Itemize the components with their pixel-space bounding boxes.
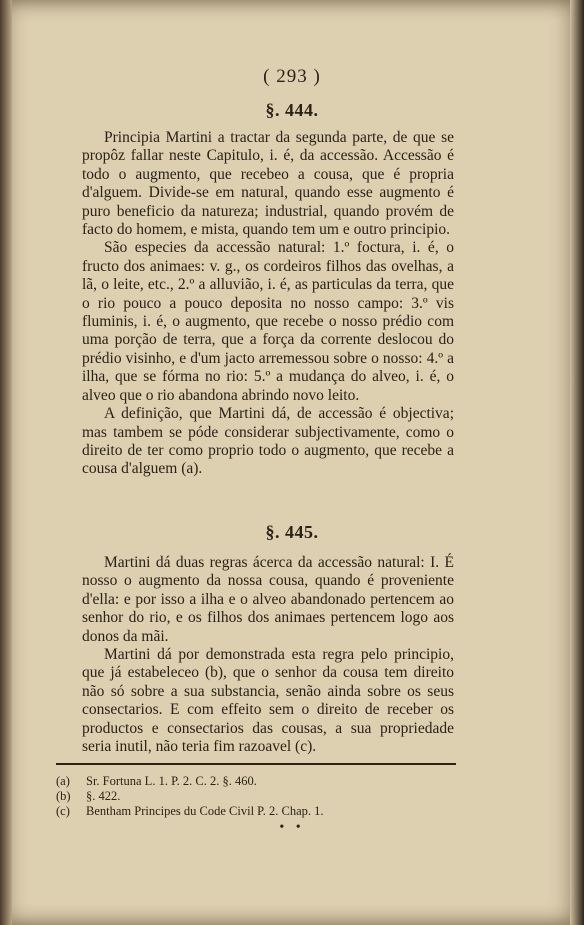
section-heading-445: §. 445.	[265, 522, 319, 542]
footnote-text: Sr. Fortuna L. 1. P. 2. C. 2. §. 460.	[86, 774, 257, 788]
footnote	[56, 804, 466, 819]
section-445-body	[82, 554, 454, 756]
footnote-text: §. 422.	[86, 789, 121, 803]
footnote-key: (b)	[56, 789, 71, 803]
paragraph: Martini dá duas regras ácerca da accessão natural: I. É nosso o augmento da nossa cousa, quando é proveniente d'ella: e por isso a ilha e o alveo abandonado pertencem ao senhor do rio, e os filhos dos animaes pertencem logo aos donos da mãi.	[82, 554, 454, 645]
section-heading-444: §. 444.	[265, 100, 319, 120]
paragraph: A definição, que Martini dá, de accessão é objectiva; mas tambem se póde considerar subjectivamente, como o direito de ter como proprio todo o augmento, que recebe a cousa d'alguem (a).	[82, 405, 454, 478]
footnote-divider	[56, 763, 456, 765]
page-gutter	[0, 0, 12, 925]
footnote-key: (c)	[56, 804, 70, 818]
paragraph: Principia Martini a tractar da segunda parte, de que se propôz fallar neste Capitulo, i. é, da accessão. Accessão é todo o augmento, que recebeo a cousa, que é propria d'alguem. Divide-se em natural, quando esse augmento é puro beneficio da natureza; industrial, quando provém de facto do homem, e mista, quando tem um e outro principio.	[82, 129, 454, 239]
footnote-key: (a)	[56, 774, 70, 788]
footnote	[56, 774, 466, 789]
footnote	[56, 789, 466, 804]
paragraph: São especies da accessão natural: 1.º foctura, i. é, o fructo dos animaes: v. g., os cordeiros filhos das ovelhas, a lã, o leite, etc., 2.º a alluvião, i. é, as particulas da terra, que o rio pouco a pouco deposita no nosso campo: 3.º vis fluminis, i. é, o augmento, que recebe o nosso prédio com uma porção de terra, que a força da corrente deslocou do prédio visinho, e d'um jacto arremessou sobre o nosso: 4.º a ilha, que se fórma no rio: 5.º a mudança do alveo, i. é, o alveo que o rio abandona abrindo novo leito.	[82, 239, 454, 404]
paragraph: Martini dá por demonstrada esta regra pelo principio, que já estabeleceo (b), que o senhor da cousa tem direito não só sobre a sua substancia, senão ainda sobre os seus consectarios. E com effeito sem o direito de receber os productos e consectarios das cousas, a sua propriedade seria inutil, não teria fim razoavel (c).	[82, 646, 454, 756]
section-444-body	[82, 129, 454, 479]
footnotes	[56, 774, 466, 819]
page-number: ( 293 )	[263, 66, 321, 87]
footnote-text: Bentham Principes du Code Civil P. 2. Chap. 1.	[86, 804, 324, 818]
page-end-mark: • •	[279, 820, 305, 835]
page-edge	[570, 0, 584, 925]
